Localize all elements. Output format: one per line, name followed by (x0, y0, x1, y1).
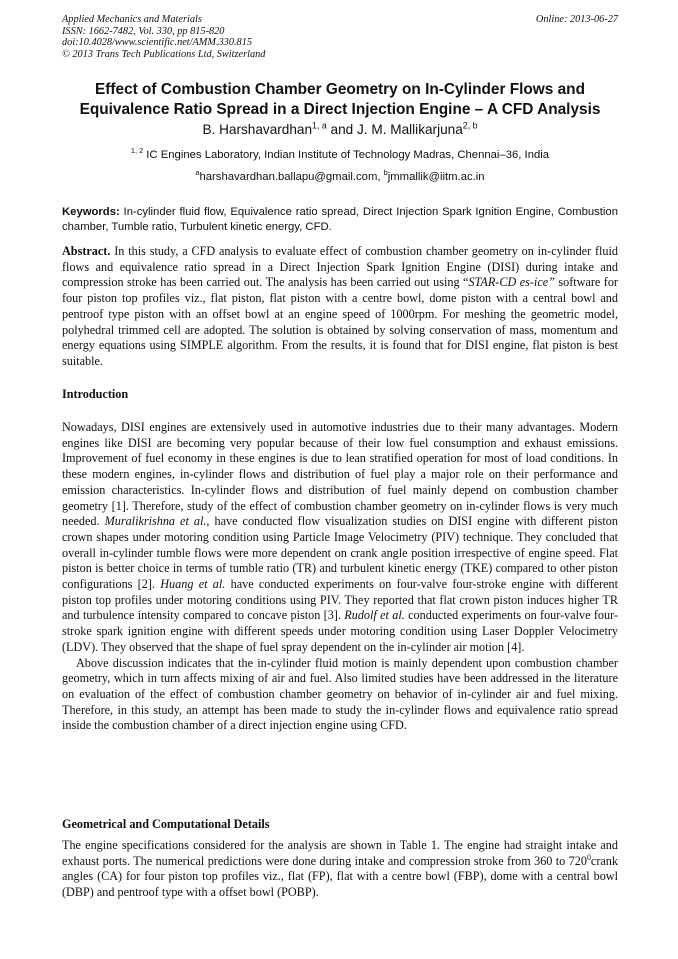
citation-muralikrishna: Muralikrishna et al., (104, 514, 210, 529)
intro-text-c: have conducted experiments on four-valve four-stroke engine with different piston top profiles under motoring conditions using PIV. They reported that flat crown piston induces higher TR and turbulence intensity compared to concave piston [3]. (62, 577, 618, 623)
keywords-text: In-cylinder fluid flow, Equivalence ratio spread, Direct Injection Spark Ignition Engine, Combustion chamber, Tumble ratio, Turbulent kinetic energy, CFD. (62, 206, 618, 234)
affiliation-text: IC Engines Laboratory, Indian Institute of Technology Madras, Chennai–36, India (146, 149, 550, 161)
intro-text-a: Nowadays, DISI engines are extensively used in automotive industries due to their many advantages. Modern engines like DISI are becoming very popular because of their low fuel consumption and exhaust emissions. Improvement of fuel economy in these engines is due to lean stratified operation for most of load conditions. In these modern engines, in-cylinder flows and distribution of fuel play a major role on their performance and emission characteristics. In-cylinder flows and distribution of fuel mainly depend on combustion chamber geometry [1]. Therefore, study of the effect of combustion chamber geometry on in-cylinder flows is very much needed. (62, 420, 618, 529)
citation-huang: Huang et al. (160, 577, 226, 592)
geometry-text-a: The engine specifications considered for the analysis are shown in Table 1. The engine had straight intake and exhaust ports. The numerical predictions were done during intake and compression stroke from 360 to 720 (62, 838, 618, 868)
journal-issn: ISSN: 1662-7482, Vol. 330, pp 815-820 (62, 25, 225, 37)
geometry-text-b: crank angles (CA) for four piston top profiles viz., flat (FP), flat with a centre bowl (FBP), dome with a central bowl (DBP) and pentroof type with a offset bowl (POBP). (62, 853, 618, 900)
affiliation-mark: 1, 2 (130, 146, 144, 156)
abstract-software-name: STAR-CD es-ice” (468, 275, 555, 290)
email-a-mark: a (195, 168, 200, 178)
intro-text-d: conducted experiments on four-valve four-stroke spark ignition engine with different speeds under motoring condition using Laser Doppler Velocimetry (LDV). They observed that the shape of fuel spray dependent on the in-cylinder air motion [4]. (62, 608, 618, 654)
intro-text-b: have conducted flow visualization studies on DISI engine with different piston crown shapes under motoring condition using Particle Image Velocimetry (PIV) technique. They concluded that overall in-cylinder tumble flows were more dependent on crank angle position irrespective of engine speed. Flat piston is better choice in terms of tumble ratio (TR) and turbulent kinetic energy (TKE) compared to other piston configurations [2]. (62, 514, 618, 592)
title-line-2: Equivalence Ratio Spread in a Direct Injection Engine – A CFD Analysis (79, 101, 601, 118)
geometry-body (62, 838, 618, 901)
author-2: J. M. Mallikarjuna (357, 122, 463, 137)
keywords (62, 205, 618, 235)
email-b-mark: b (383, 168, 388, 178)
email-a[interactable]: harshavardhan.ballapu@gmail.com, (199, 171, 381, 183)
introduction-paragraph-2: Above discussion indicates that the in-cylinder fluid motion is mainly dependent upon combustion chamber geometry, which in turn affects mixing of air and fuel. Also limited studies have been addressed in the literature on evaluation of the effect of combustion chamber geometry on behavior of in-cylinder air and fuel mixing. Therefore, in this study, an attempt has been made to study the in-cylinder flows and equivalence ratio spread inside the combustion chamber of a direct injection engine using CFD. (62, 655, 618, 733)
introduction-heading: Introduction (62, 387, 129, 401)
geometry-paragraph-1 (62, 838, 618, 901)
journal-name: Applied Mechanics and Materials (62, 14, 202, 25)
introduction-body (62, 420, 618, 734)
abstract-text-2: software for four piston top profiles viz., flat piston, flat piston with a centre bowl, dome piston with a central bowl and pentroof type piston with an offset bowl at an engine speed of 1000rpm. For meshing the geometric model, polyhedral trimmed cell are adopted. The solution is obtained by solving conservation of mass, momentum and energy equations using SIMPLE algorithm. From the results, it is found that for DISI engine, flat piston is best suitable. (62, 275, 618, 368)
geometry-heading: Geometrical and Computational Details (62, 817, 270, 831)
abstract-text-1: In this study, a CFD analysis to evaluate effect of combustion chamber geometry on in-cylinder fluid flows and equivalence ratio spread in a Direct Injection Spark Ignition Engine (DISI) during intake and compression stroke has been carried out. The analysis has been carried out using “ (62, 244, 618, 290)
journal-header (62, 14, 618, 61)
introduction-paragraph-1 (62, 420, 618, 656)
author-emails (62, 170, 618, 185)
title-line-1: Effect of Combustion Chamber Geometry on In-Cylinder Flows and (95, 81, 585, 98)
degree-mark: 0 (586, 852, 591, 862)
keywords-label: Keywords: (62, 206, 120, 218)
citation-rudolf: Rudolf et al. (344, 608, 405, 623)
journal-doi: doi:10.4028/www.scientific.net/AMM.330.815 (62, 37, 252, 49)
author-list (62, 121, 618, 139)
affiliation (62, 148, 618, 163)
author-1-affiliation-mark: 1, a (312, 120, 327, 131)
abstract-label: Abstract. (62, 244, 111, 258)
journal-copyright: © 2013 Trans Tech Publications Ltd, Switzerland (62, 49, 266, 61)
paper-title (62, 80, 618, 120)
author-1: B. Harshavardhan (202, 122, 313, 137)
abstract (62, 244, 618, 370)
authors-conjunction: and (326, 122, 358, 137)
online-date: Online: 2013-06-27 (535, 14, 618, 25)
email-b[interactable]: jmmallik@iitm.ac.in (387, 171, 485, 183)
author-2-affiliation-mark: 2, b (462, 120, 478, 131)
